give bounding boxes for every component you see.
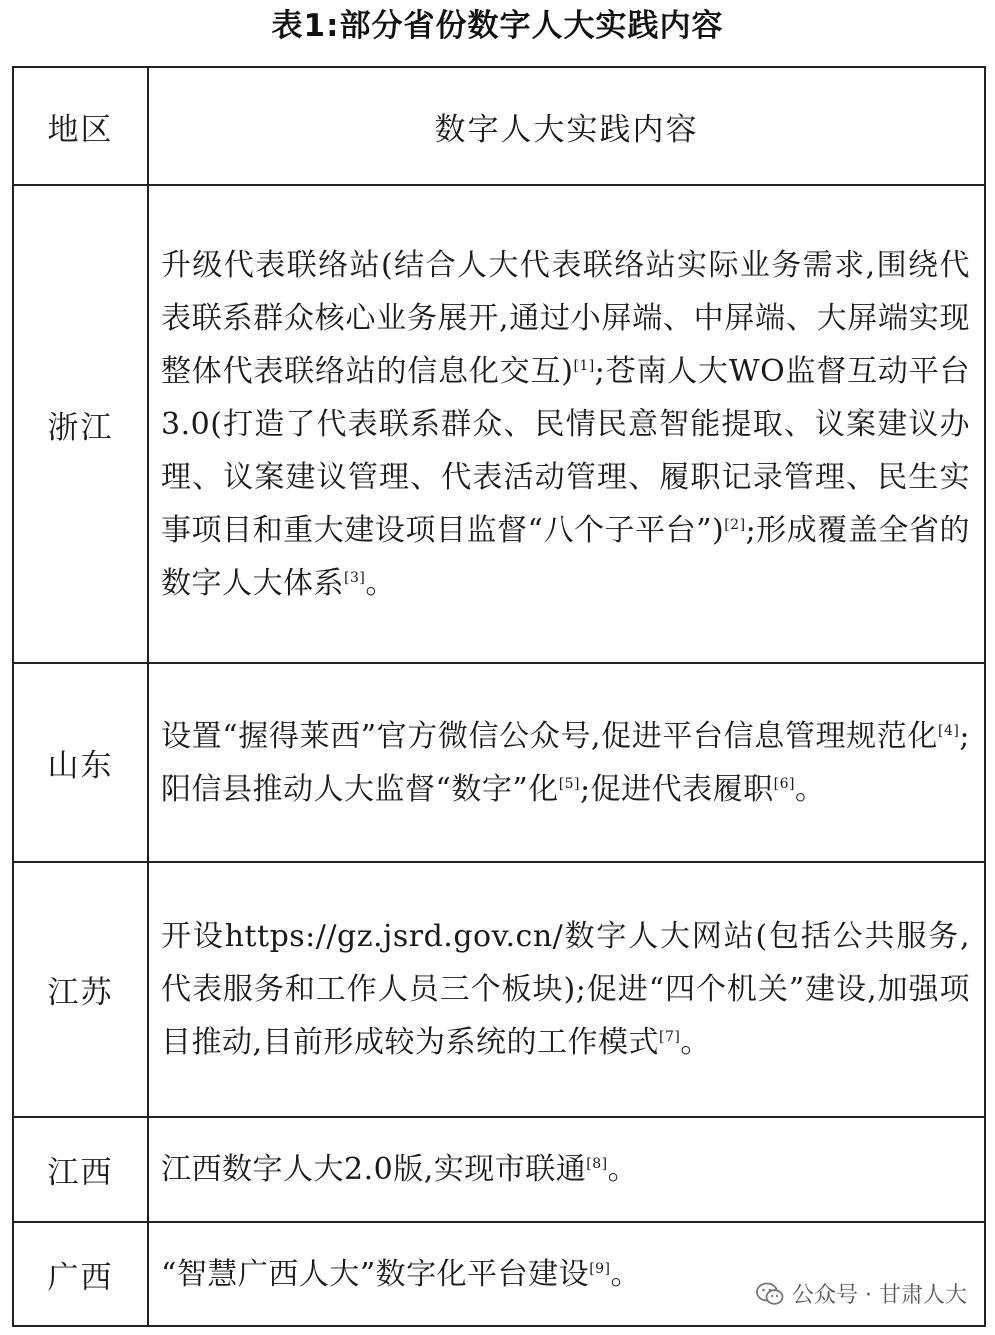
footnote-ref: [3] [344, 569, 366, 586]
practice-table [12, 66, 986, 1327]
header-content: 数字人大实践内容 [148, 67, 985, 185]
content-cell [148, 1117, 985, 1222]
content-cell [148, 663, 985, 862]
table-row [13, 185, 985, 663]
region-cell: 浙江 [13, 185, 148, 663]
table-header-row [13, 67, 985, 185]
header-region: 地区 [13, 67, 148, 185]
content-text: 设置“握得莱西”官方微信公众号,促进平台信息管理规范化 [161, 718, 939, 754]
content-text: 。 [794, 771, 826, 807]
footnote-ref: [7] [659, 1029, 681, 1045]
table-title: 表1:部分省份数字人大实践内容 [271, 8, 724, 44]
footnote-ref: [5] [558, 775, 581, 792]
region-cell: 江苏 [13, 862, 148, 1117]
watermark [756, 1278, 967, 1309]
content-cell [148, 185, 985, 663]
content-text: 。 [610, 1256, 642, 1292]
region-cell: 山东 [13, 663, 148, 862]
footnote-ref: [2] [724, 516, 746, 533]
content-text: 江西数字人大2.0版,实现市联通 [161, 1152, 587, 1187]
content-text: 。 [365, 565, 396, 601]
footnote-ref: [9] [589, 1260, 611, 1277]
table-row [13, 1222, 985, 1326]
table-row [13, 862, 985, 1117]
content-text: ;形成覆盖全省的数字人大体系 [161, 512, 970, 601]
content-text: 升级代表联络站(结合人大代表联络站实际业务需求,围绕代表联系群众核心业务展开,通过小屏端、中屏端、大屏端实现整体代表联络站的信息化交互) [161, 247, 970, 389]
content-cell [148, 1222, 985, 1326]
footnote-ref: [4] [938, 722, 960, 739]
content-text: 。 [680, 1025, 711, 1060]
content-text: ;苍南人大WO监督互动平台3.0(打造了代表联系群众、民情民意智能提取、议案建议办理、议案建议管理、代表活动管理、履职记录管理、民生实事项目和重大建设项目监督“八个子平台”) [161, 353, 970, 548]
content-text: ;阳信县推动人大监督“数字”化 [161, 718, 970, 807]
content-text: ;促进代表履职 [580, 771, 774, 807]
content-text: “智慧广西人大”数字化平台建设 [161, 1256, 590, 1292]
region-cell: 广西 [13, 1222, 148, 1326]
content-text: 开设https://gz.jsrd.gov.cn/数字人大网站(包括公共服务,代表服务和工作人员三个板块);促进“四个机关”建设,加强项目推动,目前形成较为系统的工作模式 [161, 919, 970, 1060]
table-row [13, 1117, 985, 1222]
region-cell: 江西 [13, 1117, 148, 1222]
table-row [13, 663, 985, 862]
footnote-ref: [6] [773, 775, 795, 792]
wechat-icon [756, 1282, 784, 1306]
footnote-ref: [8] [586, 1156, 608, 1172]
watermark-text: 公众号 · 甘肃人大 [792, 1283, 967, 1308]
footnote-ref: [1] [573, 357, 595, 374]
content-cell [148, 862, 985, 1117]
content-text: 。 [607, 1152, 639, 1187]
